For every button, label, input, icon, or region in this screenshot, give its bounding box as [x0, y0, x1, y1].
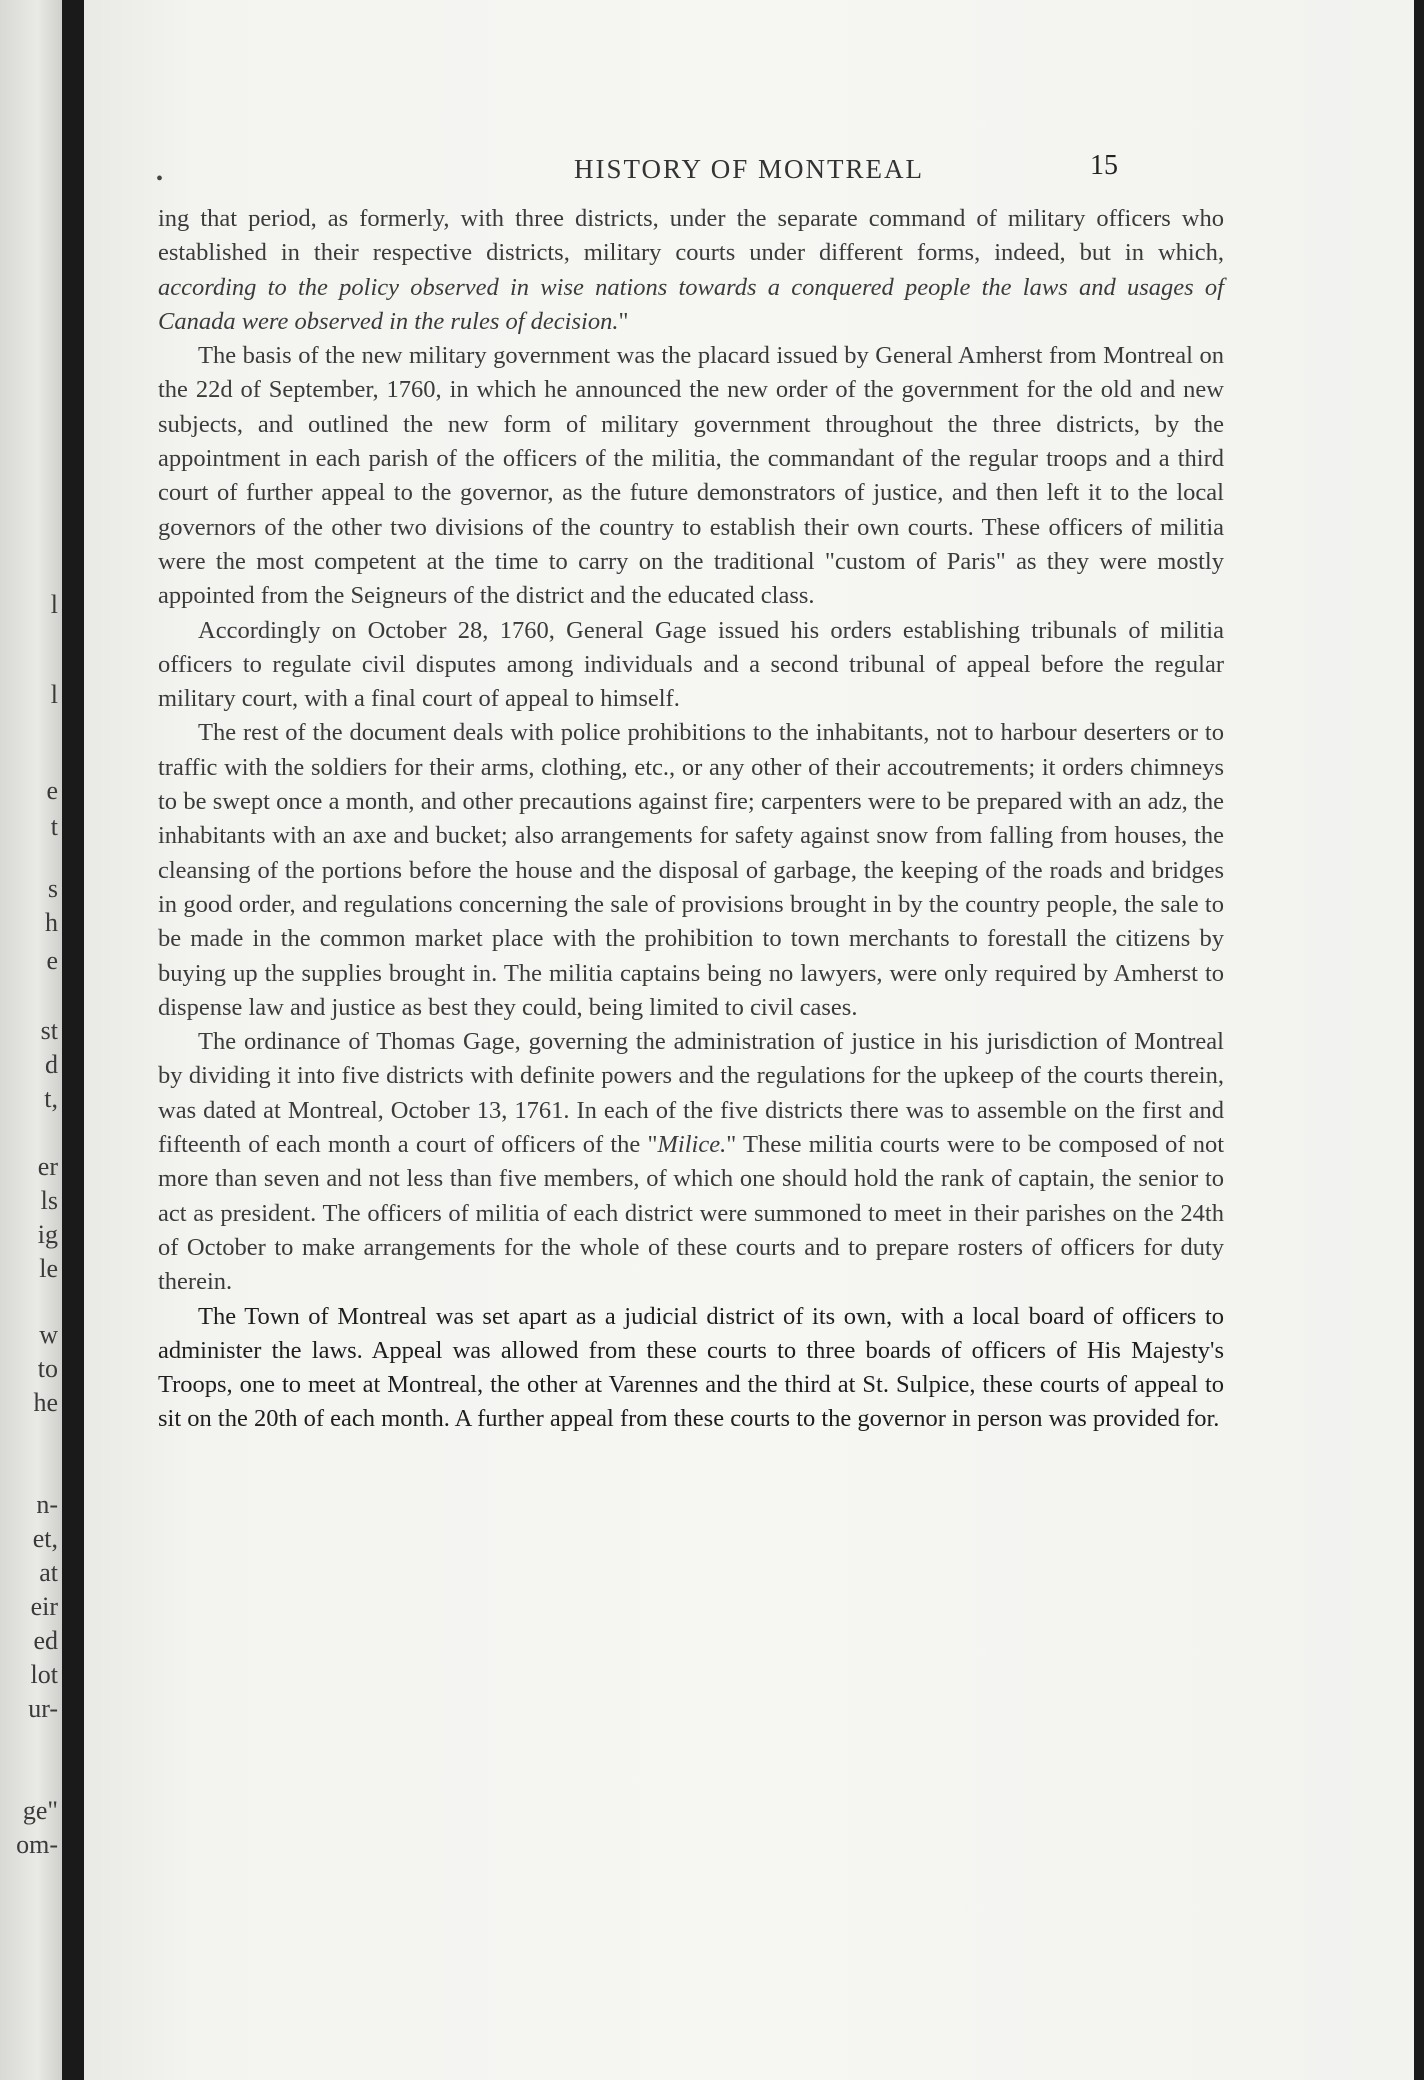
margin-fragment: ge" — [22, 1796, 58, 1825]
margin-fragment: er — [37, 1152, 58, 1181]
margin-fragment: w — [39, 1320, 58, 1349]
paragraph: The rest of the document deals with police prohibitions to the inhabitants, not to harbour deserters or to traffic with the soldiers for their arms, clothing, etc., or any other of their accoutrements; it orders chimneys to be swept once a month, and other precautions against fire; carpenters were to be prepared with an adz, the inhabitants with an axe and bucket; also arrangements for safety against snow from falling from houses, the cleansing of the portions before the house and the disposal of garbage, the keeping of the roads and bridges in good order, and regulations concerning the sale of provisions brought in by the country people, the sale to be made in the common market place with the prohibition to town merchants to forestall the citizens by buying up the supplies brought in. The militia captains being no lawyers, were only required by Amherst to dispense law and justice as best they could, being limited to civil cases. — [158, 719, 1224, 1021]
margin-fragment: ur- — [28, 1694, 58, 1723]
italic-quote: according to the policy observed in wise nations towards a conquered people the laws and usages of Canada were observed in the rules of decision. — [158, 273, 1224, 335]
margin-fragment: h — [45, 908, 58, 937]
margin-fragment: ed — [33, 1626, 58, 1655]
running-title: HISTORY OF MONTREAL — [573, 154, 925, 184]
margin-fragment: t — [50, 812, 58, 841]
margin-fragment: n- — [36, 1490, 58, 1519]
paragraph: The ordinance of Thomas Gage, governing the administration of justice in his jurisdiction of Montreal by dividing it into five districts with definite powers and the regulations for the upkeep of the courts therein, was dated at Montreal, October 13, 1761. In each of the five districts there was to assemble on the first and fifteenth of each month a court of officers of the "Milice." These militia courts were to be composed of not more than seven and not less than five members, of which one should hold the rank of captain, the senior to act as president. The officers of militia of each district were summoned to meet in their parishes on the 24th of October to make arrangements for the whole of these courts and to prepare rosters of officers for duty therein. — [158, 1028, 1225, 1296]
margin-fragment: et, — [32, 1524, 58, 1553]
margin-fragment: ls — [40, 1186, 58, 1215]
margin-fragment: st — [40, 1016, 58, 1045]
margin-fragment: eir — [30, 1592, 58, 1621]
margin-fragment: e — [46, 776, 58, 805]
paragraph: Accordingly on October 28, 1760, General Gage issued his orders establishing tribunals of militia officers to regulate civil disputes among individuals and a second tribunal of appeal before the regular military court, with a final court of appeal to himself. — [158, 616, 1224, 713]
margin-fragment: e — [46, 946, 58, 975]
adjacent-page-edge — [0, 0, 62, 2080]
italic-term: Milice. — [657, 1131, 727, 1159]
margin-fragment: to — [37, 1354, 58, 1383]
margin-fragment: ig — [37, 1220, 58, 1249]
page-number: 15 — [1090, 150, 1118, 181]
margin-fragment: lot — [30, 1660, 58, 1689]
paragraph: The basis of the new military government was the placard issued by General Amherst from Montreal on the 22d of September, 1760, in which he announced the new order of the government for the old and new subjects, and outlined the new form of military government throughout the three districts, by the appointment in each parish of the officers of the militia, the commandant of the regular troops and a third court of further appeal to the governor, as the future demonstrators of justice, and then left it to the local governors of the other two divisions of the country to establish their own courts. These officers of militia were the most competent at the time to carry on the traditional "custom of Paris" as they were mostly appointed from the Seigneurs of the district and the educated class. — [158, 342, 1224, 610]
margin-fragment: le — [39, 1254, 58, 1283]
paragraph: ing that period, as formerly, with three districts, under the separate command of military officers who established in their respective districts, military courts under different forms, indeed, but in which, according to the policy observed in wise nations towards a conquered people the laws and usages of Canada were observed in the rules of decision." — [158, 205, 1224, 335]
margin-fragment: om- — [16, 1830, 58, 1859]
margin-fragment: l — [50, 680, 58, 709]
margin-fragment: d — [45, 1050, 58, 1079]
body-text — [158, 202, 1224, 1437]
margin-fragment: s — [47, 874, 58, 903]
book-page — [84, 0, 1414, 2080]
running-header — [84, 150, 1414, 190]
paragraph: The Town of Montreal was set apart as a judicial district of its own, with a local board of officers to administer the laws. Appeal was allowed from these courts to three boards of officers of His Majesty's Troops, one to meet at Montreal, the other at Varennes and the third at St. Sulpice, these courts of appeal to sit on the 20th of each month. A further appeal from these courts to the governor in person was provided for. — [158, 1302, 1224, 1433]
margin-fragment: l — [50, 590, 58, 619]
header-bullet: • — [156, 168, 164, 190]
margin-fragment: at — [39, 1558, 58, 1587]
margin-fragment: t, — [44, 1084, 58, 1113]
margin-fragment: he — [33, 1388, 58, 1417]
